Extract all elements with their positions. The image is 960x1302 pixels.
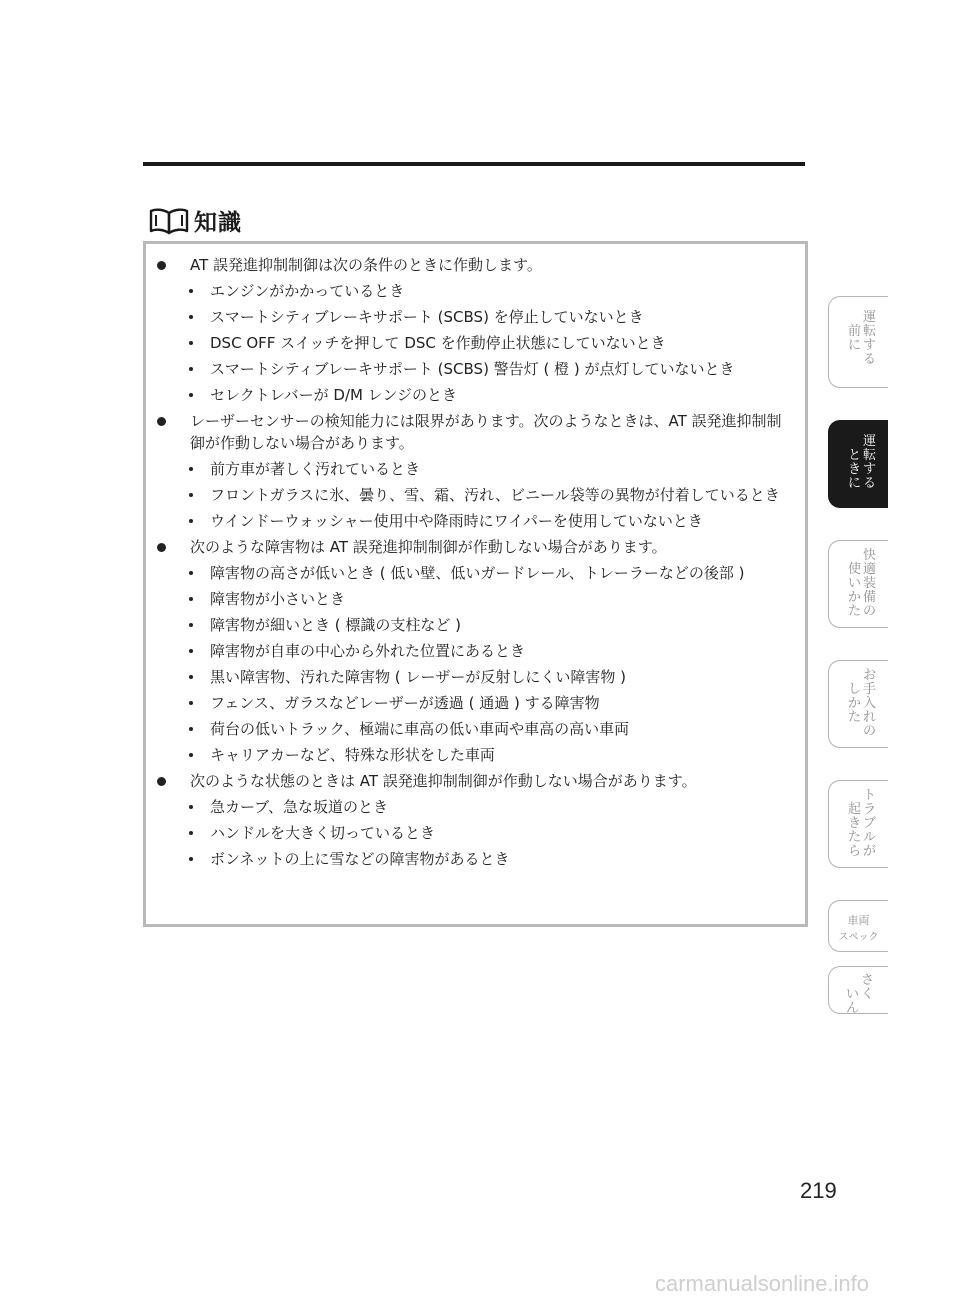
tab-char: る	[862, 476, 876, 491]
heading-title: 知識	[194, 210, 242, 236]
list-item: 荷台の低いトラック、極端に車高の低い車両や車高の高い車両	[152, 718, 792, 740]
tab-char: 運	[862, 434, 876, 449]
tab-char: ら	[847, 844, 861, 859]
tab-char: さ	[860, 973, 874, 988]
tab-char: い	[847, 576, 861, 591]
list-item: 次のような状態のときは AT 誤発進抑制制御が作動しない場合があります。	[152, 770, 792, 792]
tab-char: き	[847, 816, 861, 831]
list-item: セレクトレバーが D/M レンジのとき	[152, 384, 792, 406]
list-item: 障害物が細いとき ( 標識の支柱など )	[152, 614, 792, 636]
tab-char: に	[847, 476, 861, 491]
tab-char: ラ	[862, 802, 876, 817]
tab-label-line2: スペック	[838, 932, 879, 943]
tab-char: 手	[862, 682, 876, 697]
tab-char: す	[862, 338, 876, 353]
tab-char: 入	[862, 696, 876, 711]
tab-char: 運	[862, 310, 876, 325]
tab-char: と	[847, 448, 861, 463]
tab-index[interactable]	[828, 966, 888, 1014]
tab-char: 使	[847, 562, 861, 577]
tab-vehicle-specs[interactable]	[828, 900, 888, 952]
open-book-icon	[148, 207, 190, 235]
top-rule	[143, 162, 805, 166]
tab-char: 装	[862, 576, 876, 591]
list-item: レーザーセンサーの検知能力には限界があります。次のようなときは、AT 誤発進抑制制御が作動しない場合があります。	[152, 410, 792, 454]
list-item: フロントガラスに氷、曇り、雪、霜、汚れ、ビニール袋等の異物が付着しているとき	[152, 484, 792, 506]
tab-char: い	[845, 987, 859, 1002]
tab-char: 転	[862, 324, 876, 339]
tab-char: 前	[847, 324, 861, 339]
tab-char: 転	[862, 448, 876, 463]
tab-char: 快	[862, 548, 876, 563]
list-item: 急カーブ、急な坂道のとき	[152, 796, 792, 818]
tab-char: の	[862, 724, 876, 739]
list-item: 黒い障害物、汚れた障害物 ( レーザーが反射しにくい障害物 )	[152, 666, 792, 688]
tab-char: た	[847, 710, 861, 725]
tab-char: る	[862, 352, 876, 367]
tab-label-line1: 車両	[847, 914, 870, 927]
tab-char: し	[847, 682, 861, 697]
tab-char: お	[862, 668, 876, 683]
list-item: ハンドルを大きく切っているとき	[152, 822, 792, 844]
list-item: 障害物が自車の中心から外れた位置にあるとき	[152, 640, 792, 662]
tab-char: か	[847, 590, 861, 605]
list-item: 障害物が小さいとき	[152, 588, 792, 610]
tab-char: ル	[862, 830, 876, 845]
watermark-text: carmanualsonline.info	[655, 1271, 870, 1296]
tab-char: の	[862, 604, 876, 619]
list-item: 障害物の高さが低いとき ( 低い壁、低いガードレール、トレーラーなどの後部 )	[152, 562, 792, 584]
list-item: ボンネットの上に雪などの障害物があるとき	[152, 848, 792, 870]
tab-while-driving[interactable]	[828, 420, 888, 508]
list-item: フェンス、ガラスなどレーザーが透過 ( 通過 ) する障害物	[152, 692, 792, 714]
list-item: スマートシティブレーキサポート (SCBS) 警告灯 ( 橙 ) が点灯していないとき	[152, 358, 792, 380]
tab-char: く	[860, 987, 874, 1002]
page-number: 219	[800, 1178, 837, 1203]
tab-trouble[interactable]	[828, 780, 888, 868]
tab-char: ト	[862, 788, 876, 803]
tab-char: れ	[862, 710, 876, 725]
tab-maintenance[interactable]	[828, 660, 888, 748]
tab-char: に	[847, 338, 861, 353]
tab-before-driving[interactable]	[828, 296, 888, 388]
tab-char: き	[847, 462, 861, 477]
list-item: AT 誤発進抑制制御は次の条件のときに作動します。	[152, 254, 792, 276]
tab-char: た	[847, 830, 861, 845]
tab-char: た	[847, 604, 861, 619]
list-item: 前方車が著しく汚れているとき	[152, 458, 792, 480]
tab-char: 適	[862, 562, 876, 577]
list-item: キャリアカーなど、特殊な形状をした車両	[152, 744, 792, 766]
tab-char: が	[862, 844, 876, 859]
list-item: DSC OFF スイッチを押して DSC を作動停止状態にしていないとき	[152, 332, 792, 354]
tab-char: か	[847, 696, 861, 711]
list-item: エンジンがかかっているとき	[152, 280, 792, 302]
tab-char: ん	[845, 1001, 859, 1016]
list-item: ウインドーウォッシャー使用中や降雨時にワイパーを使用していないとき	[152, 510, 792, 532]
tab-char: す	[862, 462, 876, 477]
list-item: 次のような障害物は AT 誤発進抑制制御が作動しない場合があります。	[152, 536, 792, 558]
tab-char: 起	[847, 802, 861, 817]
list-item: スマートシティブレーキサポート (SCBS) を停止していないとき	[152, 306, 792, 328]
knowledge-list	[152, 254, 792, 874]
section-heading	[148, 204, 242, 237]
tab-char: ブ	[862, 816, 876, 831]
tab-comfort-equipment[interactable]	[828, 540, 888, 628]
tab-char: 備	[862, 590, 876, 605]
